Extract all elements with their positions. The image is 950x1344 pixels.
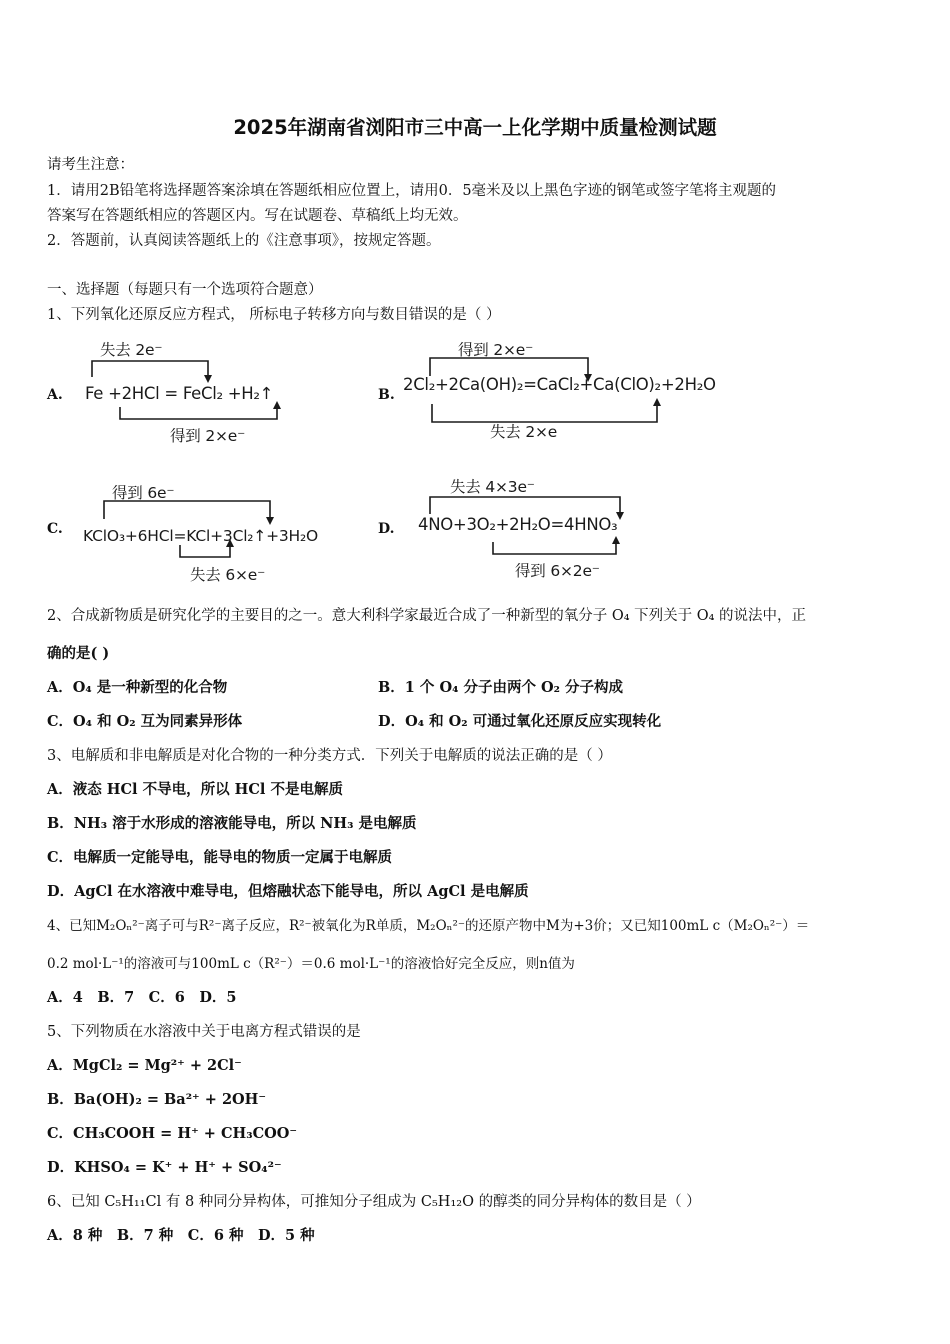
q1-b-equation: 2Cl₂+2Ca(OH)₂=CaCl₂+Ca(ClO)₂+2H₂O [403,375,716,394]
q5-option-b: B．Ba(OH)₂ = Ba²⁺ + 2OH⁻ [47,1091,267,1108]
q2-option-c: C．O₄ 和 O₂ 互为同素异形体 [47,713,243,730]
q2-option-a: A．O₄ 是一种新型的化合物 [47,679,228,696]
q1-b-bottom-annotation: 失去 2×e [490,423,558,441]
q1-stem: 1、下列氧化还原反应方程式， 所标电子转移方向与数目错误的是（ ） [47,307,501,323]
q1-option-a-label: A. [47,387,63,403]
q1-c-bottom-annotation: 失去 6×e⁻ [190,566,266,584]
q4-stem-line-1: 4、已知M₂Oₙ²⁻离子可与R²⁻离子反应，R²⁻被氧化为R单质，M₂Oₙ²⁻的还原产物中M为+3价；又已知100mL c（M₂Oₙ²⁻）＝ [47,918,810,934]
q1-b-top-annotation: 得到 2×e⁻ [458,341,534,359]
q1-c-top-annotation: 得到 6e⁻ [112,484,175,502]
q1-option-c-label: C. [47,521,63,537]
q2-option-d: D．O₄ 和 O₂ 可通过氧化还原反应实现转化 [378,713,662,730]
q5-option-c: C．CH₃COOH = H⁺ + CH₃COO⁻ [47,1125,298,1142]
q1-a-equation: Fe +2HCl = FeCl₂ +H₂↑ [85,384,274,403]
q1-c-equation: KClO₃+6HCl=KCl+3Cl₂↑+3H₂O [83,527,319,545]
notice-line-1b: 答案写在答题纸相应的答题区内。写在试题卷、草稿纸上均无效。 [47,208,468,224]
section-heading: 一、选择题（每题只有一个选项符合题意） [47,282,323,298]
notice-heading: 请考生注意： [47,157,134,173]
q3-option-c: C．电解质一定能导电，能导电的物质一定属于电解质 [47,849,393,866]
q6-stem: 6、已知 C₅H₁₁Cl 有 8 种同分异构体，可推知分子组成为 C₅H₁₂O 的醇类的同分异构体的数目是（ ） [47,1194,701,1210]
q5-option-a: A．MgCl₂ = Mg²⁺ + 2Cl⁻ [47,1057,242,1074]
q1-a-bottom-annotation: 得到 2×e⁻ [170,427,246,445]
q4-options: A．4 B．7 C．6 D．5 [47,989,237,1006]
q1-option-d-label: D. [378,521,395,537]
notice-line-1a: 1．请用2B铅笔将选择题答案涂填在答题纸相应位置上，请用0．5毫米及以上黑色字迹的钢笔或签字笔将主观题的 [47,183,777,199]
q5-stem: 5、下列物质在水溶液中关于电离方程式错误的是 [47,1024,361,1040]
q3-stem: 3、电解质和非电解质是对化合物的一种分类方式．下列关于电解质的说法正确的是（ ） [47,748,612,764]
q1-option-b-label: B. [378,387,395,403]
q1-a-top-annotation: 失去 2e⁻ [100,341,163,359]
notice-line-2: 2．答题前，认真阅读答题纸上的《注意事项》，按规定答题。 [47,233,441,249]
q6-options: A．8 种 B．7 种 C．6 种 D．5 种 [47,1227,315,1244]
q5-option-d: D．KHSO₄ = K⁺ + H⁺ + SO₄²⁻ [47,1159,282,1176]
q1-d-top-annotation: 失去 4×3e⁻ [450,478,535,496]
q2-stem-line-1: 2、合成新物质是研究化学的主要目的之一。意大利科学家最近合成了一种新型的氧分子 O₄ 下列关于 O₄ 的说法中，正 [47,608,807,624]
page-title: 2025年湖南省浏阳市三中高一上化学期中质量检测试题 [233,116,717,139]
q3-option-b: B．NH₃ 溶于水形成的溶液能导电，所以 NH₃ 是电解质 [47,815,417,832]
q1-d-equation: 4NO+3O₂+2H₂O=4HNO₃ [418,515,618,534]
q2-stem-line-2: 确的是( ) [47,645,110,662]
q4-stem-line-2: 0.2 mol·L⁻¹的溶液可与100mL c（R²⁻）＝0.6 mol·L⁻¹的溶液恰好完全反应，则n值为 [47,956,575,972]
q3-option-a: A．液态 HCl 不导电，所以 HCl 不是电解质 [47,781,343,798]
q1-d-bottom-annotation: 得到 6×2e⁻ [515,562,600,580]
q2-option-b: B．1 个 O₄ 分子由两个 O₂ 分子构成 [378,679,624,696]
q3-option-d: D．AgCl 在水溶液中难导电，但熔融状态下能导电，所以 AgCl 是电解质 [47,883,529,900]
